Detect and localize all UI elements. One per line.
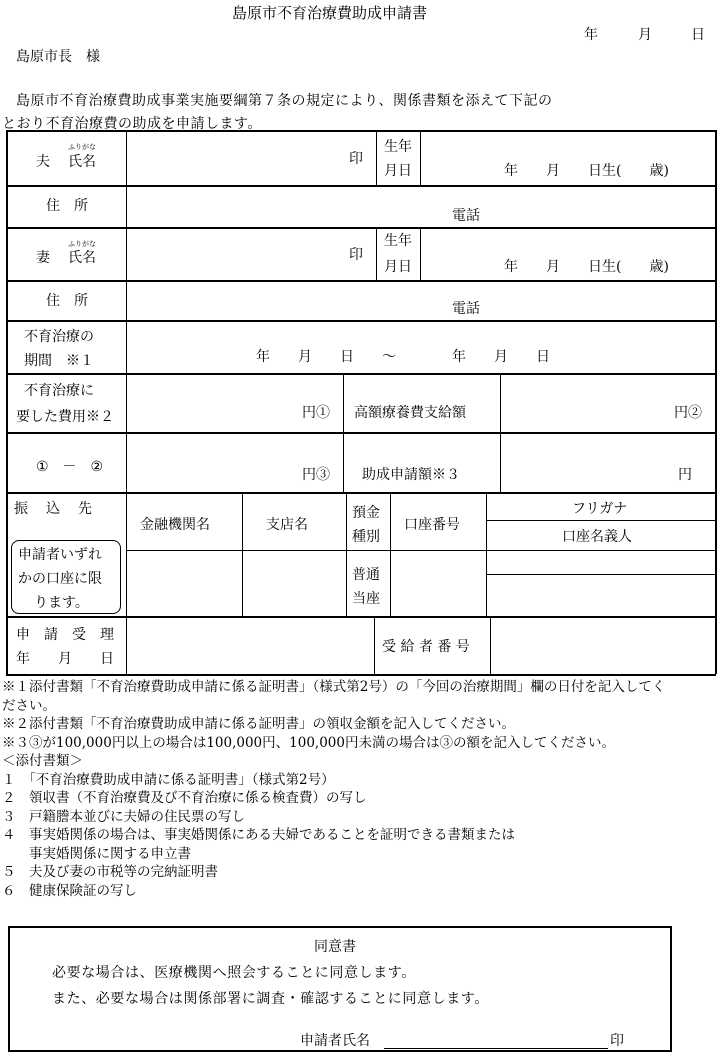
wife-seal: 印 bbox=[349, 247, 363, 263]
recipient-number-label: 受 給 者 番 号 bbox=[382, 639, 470, 655]
husband-address-label: 住 所 bbox=[46, 198, 88, 214]
consent-title: 同意書 bbox=[314, 939, 356, 955]
intro-line-2: とおり不育治療費の助成を申請します。 bbox=[2, 116, 262, 132]
note-1-line-1: ※１添付書類「不育治療費助成申請に係る証明書」（様式第2号）の「今回の治療期間」欄の日付を記入してく bbox=[2, 679, 666, 695]
signature-label: 申請者氏名 bbox=[300, 1033, 370, 1049]
husband-name-label: 氏名 bbox=[68, 154, 96, 170]
furigana-wife: ふりがな bbox=[68, 240, 96, 248]
transfer-note-2: かの口座に限 bbox=[18, 571, 102, 587]
grant-unit: 円 bbox=[678, 467, 692, 483]
consent-box bbox=[8, 926, 672, 1052]
signature-field[interactable] bbox=[384, 1032, 608, 1049]
grant-label: 助成申請額※３ bbox=[362, 467, 460, 483]
high-cost-unit: 円② bbox=[674, 405, 702, 421]
account-holder-field[interactable] bbox=[490, 578, 712, 612]
husband-name-field[interactable] bbox=[130, 133, 350, 181]
addressee: 島原市長 様 bbox=[16, 49, 100, 65]
wife-dob-value[interactable]: 年 月 日生( 歳) bbox=[504, 259, 669, 275]
ordinary-option[interactable]: 普通 bbox=[352, 567, 380, 583]
husband-dob-label-2: 月日 bbox=[384, 163, 412, 179]
receipt-label-1: 申 請 受 理 bbox=[16, 627, 114, 643]
branch-name-header: 支店名 bbox=[266, 517, 308, 533]
attachments-heading: ＜添付書類＞ bbox=[2, 753, 83, 769]
account-number-header: 口座番号 bbox=[404, 517, 460, 533]
husband-dob-label-1: 生年 bbox=[384, 139, 412, 155]
note-2: ※２添付書類「不育治療費助成申請に係る証明書」の領収金額を記入してください。 bbox=[2, 716, 515, 732]
high-cost-label: 高額療養費支給額 bbox=[354, 405, 466, 421]
furigana-husband: ふりがな bbox=[68, 143, 96, 151]
account-number-field[interactable] bbox=[394, 554, 482, 612]
attachment-5: ５ 夫及び妻の市税等の完納証明書 bbox=[2, 864, 218, 880]
wife-dob-label-2: 月日 bbox=[384, 259, 412, 275]
application-form bbox=[6, 130, 716, 674]
husband-label: 夫 bbox=[36, 154, 50, 170]
date-day: 日 bbox=[691, 27, 705, 43]
husband-address-field[interactable] bbox=[130, 188, 710, 224]
period-label-2: 期間 ※１ bbox=[24, 353, 94, 369]
period-value[interactable]: 年 月 日 ～ 年 月 日 bbox=[256, 349, 550, 365]
attachment-4-line-1: ４ 事実婚関係の場合は、事実婚関係にある夫婦であることを証明できる書類または bbox=[2, 827, 515, 843]
recipient-number-field[interactable] bbox=[496, 620, 710, 670]
husband-dob-value[interactable]: 年 月 日生( 歳) bbox=[504, 163, 669, 179]
kana-header: フリガナ bbox=[572, 501, 628, 517]
bank-name-header: 金融機関名 bbox=[140, 517, 210, 533]
consent-line-1: 必要な場合は、医療機関へ照会することに同意します。 bbox=[52, 965, 416, 981]
attachment-1: １ 「不育治療費助成申請に係る証明書」（様式第2号） bbox=[2, 771, 335, 788]
consent-line-2: また、必要な場合は関係部署に調査・確認することに同意します。 bbox=[52, 991, 489, 1007]
account-holder-header: 口座名義人 bbox=[562, 529, 632, 545]
receipt-date-field[interactable] bbox=[130, 620, 370, 670]
attachment-4-line-2: 事実婚関係に関する申立書 bbox=[2, 845, 191, 862]
wife-name-field[interactable] bbox=[130, 230, 350, 276]
notes-section bbox=[2, 678, 665, 900]
husband-phone-label: 電話 bbox=[452, 208, 480, 224]
branch-name-field[interactable] bbox=[246, 554, 342, 612]
deposit-type-2: 種別 bbox=[352, 529, 380, 545]
receipt-label-2: 年 月 日 bbox=[16, 651, 114, 667]
cost-label-2: 要した費用※２ bbox=[16, 409, 114, 425]
transfer-note-3: ります。 bbox=[34, 595, 89, 611]
bank-name-field[interactable] bbox=[130, 554, 238, 612]
intro-line-1: 島原市不育治療費助成事業実施要綱第７条の規定により、関係書類を添えて下記の bbox=[16, 93, 553, 109]
wife-label: 妻 bbox=[36, 250, 50, 266]
cost-label-1: 不育治療に bbox=[24, 383, 94, 399]
attachment-2: ２ 領収書（不育治療費及び不育治療に係る検査費）の写し bbox=[2, 790, 367, 806]
diff-label: ① － ② bbox=[36, 459, 104, 475]
date-month: 月 bbox=[638, 27, 652, 43]
husband-seal: 印 bbox=[349, 151, 363, 167]
note-3: ※３③が100,000円以上の場合は100,000円、100,000円未満の場合は③の額を記入してください。 bbox=[2, 734, 615, 751]
diff-unit: 円③ bbox=[302, 467, 330, 483]
date-year: 年 bbox=[584, 27, 598, 43]
note-1-line-2: ださい。 bbox=[2, 697, 56, 714]
page-title: 島原市不育治療費助成申請書 bbox=[232, 4, 428, 22]
deposit-type-1: 預金 bbox=[352, 505, 380, 521]
kana-field[interactable] bbox=[490, 554, 712, 572]
attachment-6: ６ 健康保険証の写し bbox=[2, 882, 137, 899]
wife-phone-label: 電話 bbox=[452, 301, 480, 317]
transfer-note-1: 申請者いずれ bbox=[18, 547, 102, 563]
period-label-1: 不育治療の bbox=[24, 329, 94, 345]
cost-unit: 円① bbox=[302, 405, 330, 421]
current-option[interactable]: 当座 bbox=[352, 591, 380, 607]
attachment-3: ３ 戸籍謄本並びに夫婦の住民票の写し bbox=[2, 808, 245, 825]
wife-address-field[interactable] bbox=[130, 283, 710, 317]
transfer-label: 振 込 先 bbox=[14, 501, 94, 517]
wife-name-label: 氏名 bbox=[68, 250, 96, 266]
wife-address-label: 住 所 bbox=[46, 293, 88, 309]
signature-seal: 印 bbox=[610, 1033, 624, 1049]
wife-dob-label-1: 生年 bbox=[384, 233, 412, 249]
